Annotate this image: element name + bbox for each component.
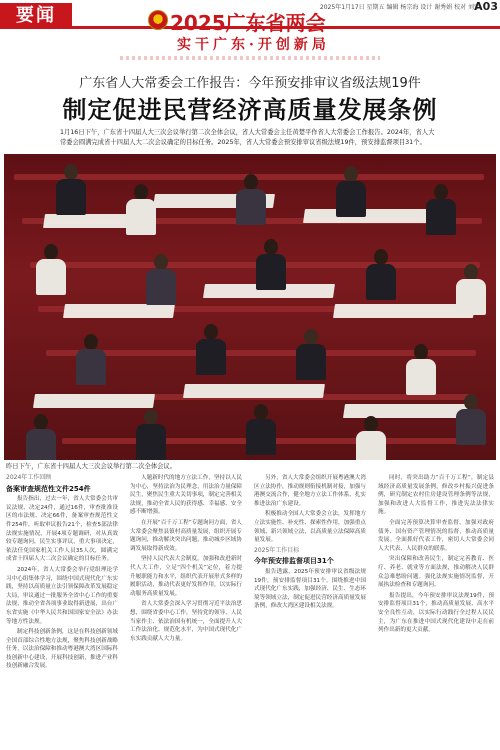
attendee-head <box>464 264 478 280</box>
photo-caption: 昨日下午，广东省十四届人大三次会议举行第二次全体会议。 <box>6 463 177 470</box>
attendee <box>424 184 458 240</box>
attendee <box>34 244 68 300</box>
attendee-head <box>434 184 448 200</box>
attendee <box>234 174 268 230</box>
event-title: 2025广东省两会 <box>170 11 326 35</box>
attendee <box>294 329 328 385</box>
attendee-body <box>456 279 486 315</box>
attendee-body <box>126 199 156 235</box>
attendee-head <box>244 174 258 190</box>
event-slogan: 实干广东·开创新局 <box>177 37 330 53</box>
attendee-body <box>76 349 106 385</box>
body-column-1 <box>6 474 118 673</box>
attendee <box>54 164 88 220</box>
attendee <box>74 334 108 390</box>
section-label: 2024年工作回顾 <box>6 474 52 481</box>
body-column-4 <box>378 474 494 637</box>
section-label: 2025年工作目标 <box>254 546 300 554</box>
attendee-head <box>204 324 218 340</box>
decorative-dots <box>120 56 380 60</box>
attendee <box>134 409 168 460</box>
body-paragraph: 制定科技创新条例，这是在科技创新领域全国首部综合性地方法规，聚焦科技创新战略任务，以法治保障和推动粤港澳大湾区国际科技创新中心建设，开展科技创新，推进产业科技创新融合发展。 <box>6 629 118 670</box>
attendee <box>144 254 178 310</box>
attendee-head <box>264 239 278 255</box>
attendee <box>244 404 278 460</box>
attendee <box>454 394 488 450</box>
masthead <box>0 0 500 68</box>
attendee <box>354 416 388 460</box>
section-title: 今年预安排监督项目31个 <box>254 557 334 566</box>
page-number: A03 <box>474 0 498 13</box>
attendee-body <box>256 254 286 290</box>
attendee-head <box>414 344 428 360</box>
attendee-body <box>146 269 176 305</box>
body-paragraph: 另外，省人大常委会组织开展粤港澳大湾区立法协作，推动规则衔接机制对接，加强与港澳交流合作，健全地方立法工作体系，扎实推进法治广东建设。 <box>254 475 366 507</box>
attendee-body <box>426 199 456 235</box>
body-paragraph: 人题新时代的地方立法工作，坚持以人民为中心，坚持法治为民理念，用法治力量保障民生，聚焦民生重大关切事项，制定完善相关法规，推动全省人民的获得感、幸福感、安全感不断增强。 <box>130 475 242 516</box>
attendee-head <box>34 414 48 430</box>
attendee-body <box>56 179 86 215</box>
attendee-body <box>406 359 436 395</box>
desk <box>33 394 155 408</box>
attendee-head <box>374 249 388 265</box>
attendee <box>254 239 288 295</box>
attendee-head <box>64 164 78 180</box>
attendee <box>364 249 398 305</box>
article-kicker: 广东省人大常委会工作报告：今年预安排审议省级法规19件 <box>79 76 421 91</box>
body-paragraph: 报告指出，过去一年，省人大常委会共审议法规、决定24件，通过16件，审查批准设区的市法规、决定66件，备案审查规范性文件254件，听取审议报告21个，检查5部法律法规实施情况，开展4项专题调研，对从真效较专题询问，民生实事评议，重大事项决定，依法任免国家机关工作人员35人次，圆满完成省十四届人大二次会议确定的目标任务。 <box>6 496 118 563</box>
attendee-head <box>464 394 478 410</box>
session-photo <box>4 154 496 460</box>
attendee-body <box>196 339 226 375</box>
attendee <box>334 166 368 222</box>
body-paragraph: 坚持人民代表大会制度，加强和改进新时代人大工作，立足“四个机关”定位，着力提升履职能力和水平，组织代表开展形式多样的履职活动，推动代表更好发挥作用，以实际行动服务高质量发展。 <box>130 556 242 597</box>
desk <box>183 384 325 398</box>
body-paragraph: 突出保障和改善民生，制定完善教育、医疗、养老、就业等方面法规，推动解决人民群众急难愁盼问题。强化法规实施情况监督，开展执法检查和专题询问。 <box>378 556 494 589</box>
body-paragraph: 报告提出，今年预安排审议法规19件，预安排监督项目31个，推动高质量发展、高水平安全良性互动，以实际行动践行全过程人民民主，为广东在推进中国式现代化建设中走在前列作出新的更大贡献。 <box>378 592 494 634</box>
body-paragraph: 报告透露，2025年预安排审议省级法规19件，预安排监督项目31个。围绕推进中国式现代化广东实践，加强经济、民生、生态环境等领域立法，制定促进民营经济高质量发展条例，修改大湾区建设相关法规。 <box>254 568 366 610</box>
attendee-body <box>366 264 396 300</box>
attendee-body <box>456 409 486 445</box>
body-paragraph: 同时，将突出助力“百千万工程”，制定县域经济高质量发展条例，修改乡村振兴促进条例，研究制定农村住房建设管理条例等法规，加强和改进人大监督工作，推进宪法法律实施。 <box>378 475 494 516</box>
attendee-head <box>84 334 98 350</box>
national-emblem-icon <box>148 10 168 30</box>
attendee <box>404 344 438 400</box>
attendee-head <box>304 329 318 345</box>
section-tag: 要闻 <box>0 3 72 29</box>
body-paragraph: 在开展“百千万工程”专题询问方面，省人大常委会聚焦县镇村高质量发展，组织开展专题询问，推动解决突出问题，推动城乡区域协调发展取得新成效。 <box>130 519 242 552</box>
dateline: 2025年1月17日 星期五 编辑 杨宗海 设计 谢秀娟 校对 刘宇 <box>319 4 480 11</box>
attendee <box>124 184 158 240</box>
attendee <box>24 414 58 460</box>
attendee-body <box>236 189 266 225</box>
body-paragraph: 全面完善预算决算审查监督，加强对政府债务、国有资产管理情况的监督，推动高质量发展。全面抓好代表工作，密切人大常委会同人大代表、人民群众的联系。 <box>378 519 494 552</box>
attendee-head <box>144 409 158 425</box>
body-paragraph: 省人大常委会深入学习贯彻习近平法治思想，围绕省委中心工作，坚持党的领导、人民当家作主、依法治国有机统一，全面提升人大工作法治化、规范化水平，为中国式现代化广东实践贡献人大力量。 <box>130 601 242 642</box>
attendee-head <box>154 254 168 270</box>
attendee-head <box>344 166 358 182</box>
attendee-head <box>364 416 378 432</box>
attendee-head <box>44 244 58 260</box>
body-paragraph: 积极推动全国人大常委会立法，发挥地方立法实施性、补充性、探索性作用，加强重点领域、新兴领域立法，以高质量立法保障高质量发展。 <box>254 511 366 544</box>
attendee-body <box>36 259 66 295</box>
attendee-body <box>26 429 56 460</box>
attendee-body <box>356 431 386 460</box>
attendee-head <box>134 184 148 200</box>
section-title: 备案审查规范性文件254件 <box>6 484 91 493</box>
article-headline: 制定促进民营经济高质量发展条例 <box>62 96 438 124</box>
body-column-3 <box>254 474 366 613</box>
body-column-2 <box>130 474 242 645</box>
attendee <box>454 264 488 320</box>
article-lead: 1月16日下午，广东省十四届人大三次会议举行第二次全体会议，省人大常委会主任黄楚平作省人大常委会工作报告。2024年，省人大常委会圆满完成省十四届人大二次会议确定的目标任务。2025年，省人大常委会预安排审议省级法规19件，预安排监督项目31个。 <box>60 129 435 146</box>
attendee-body <box>336 181 366 217</box>
attendee-body <box>246 419 276 455</box>
attendee-body <box>136 424 166 460</box>
attendee-body <box>296 344 326 380</box>
body-paragraph: 2024年，省人大常委会举行党组理论学习中心组集体学习，围绕中国式现代化广东实践，坚持以高质量立法引领保障改革发展稳定大局，审议通过一批服务全省中心工作的重要法规，推动全省各项事业取得新进展，出台广东省实施《中华人民共和国国家安全法》办法等地方性法规。 <box>6 566 118 625</box>
attendee-head <box>254 404 268 420</box>
attendee <box>194 324 228 380</box>
